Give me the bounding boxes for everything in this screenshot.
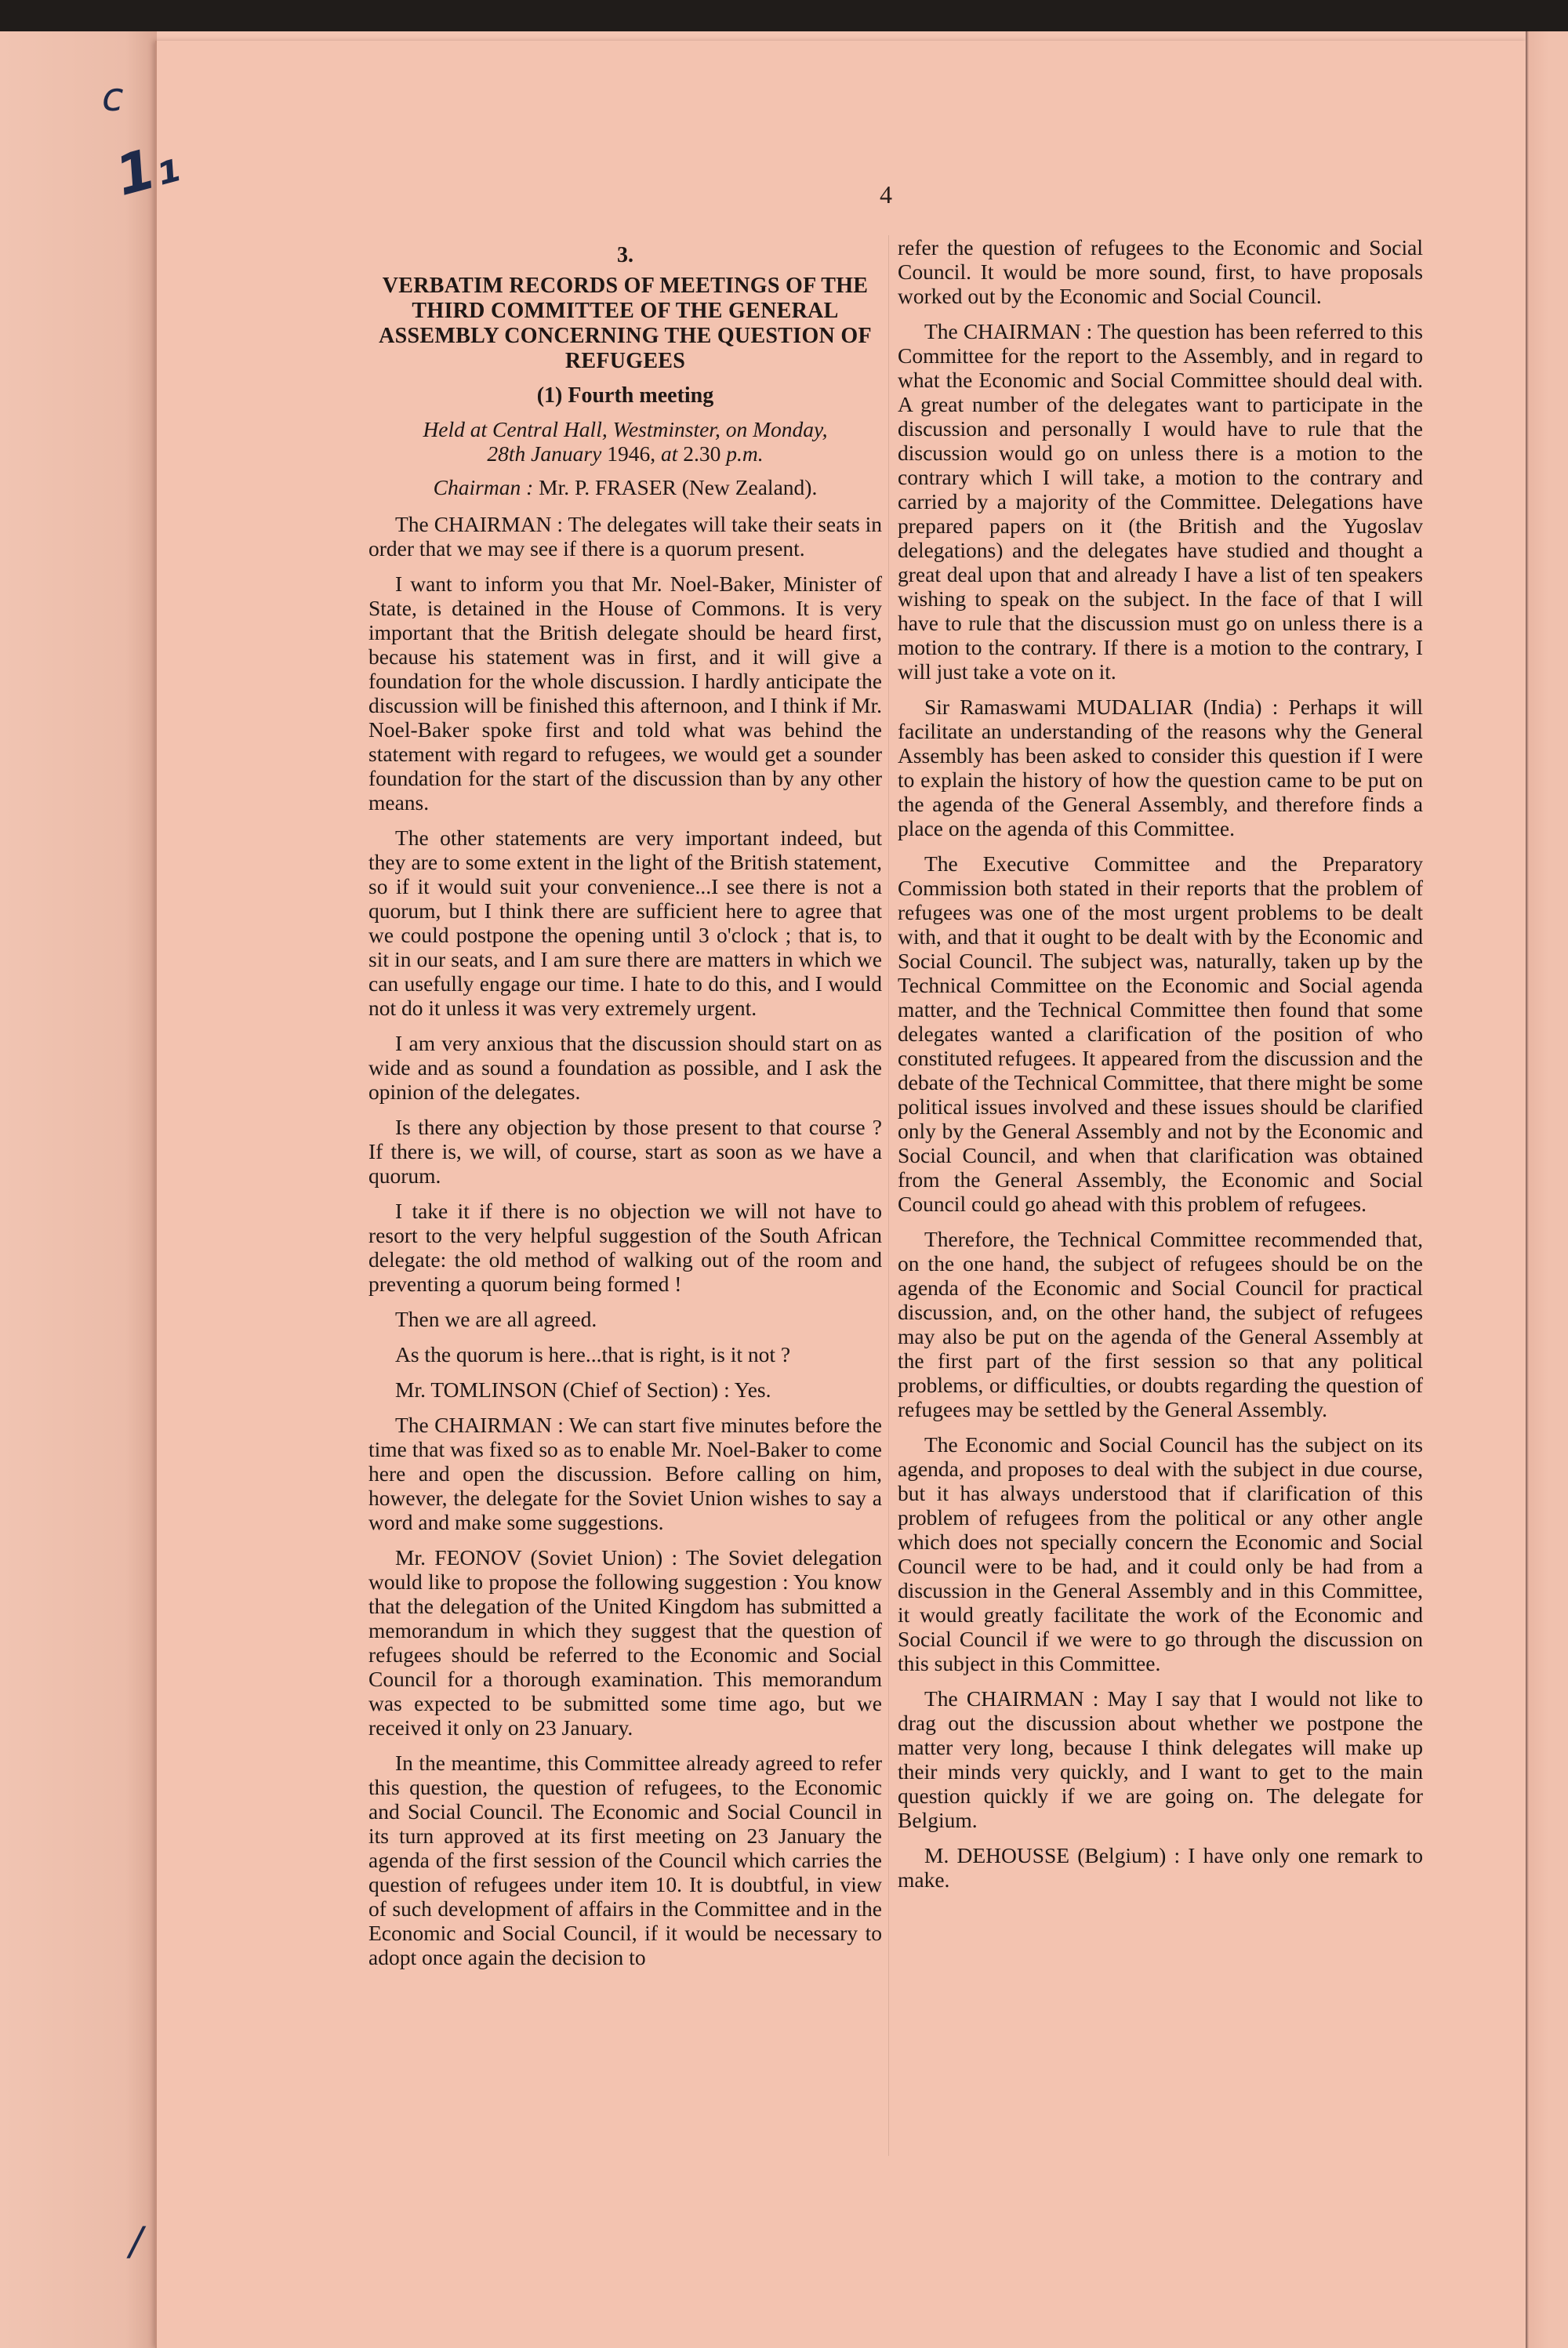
handwritten-margin-mark: /	[129, 2219, 143, 2264]
paragraph: The CHAIRMAN : We can start five minutes before the time that was fixed so as to enable Mr. Noel-Baker to come here and open the discussion. Before calling on him, however, the delegate for the Soviet Union wishes to say a word and make some suggestions.	[368, 1413, 882, 1534]
handwritten-margin-number: 1₁	[108, 130, 186, 209]
paragraph: Then we are all agreed.	[395, 1307, 597, 1331]
heading-line: THIRD COMMITTEE OF THE GENERAL	[412, 299, 839, 323]
section-number: 3.	[617, 243, 633, 267]
held-time: 2.30	[683, 441, 721, 466]
paragraph: Mr. FEONOV (Soviet Union) : The Soviet delegation would like to propose the following suggestion : You know that the delegation of the United Kingdom has submitted a memorandum in which they suggest that the question of refugees should be referred to the Economic and Social Council for a thorough examination. This memorandum was expected to be submitted some time ago, but we received it only on 23 January.	[368, 1545, 882, 1740]
section-heading	[368, 274, 882, 374]
paragraph-continuation: refer the question of refugees to the Economic and Social Council. It would be more sound, first, to have proposals worked out by the Economic and Social Council.	[898, 235, 1423, 308]
chairman-name: Mr. P. FRASER (New Zealand).	[539, 475, 818, 499]
held-pm: p.m.	[726, 441, 764, 466]
paragraph: The CHAIRMAN : The question has been referred to this Committee for the report to the Assembly, and in regard to what the Economic and Social Committee should deal with. A great number of the delegates want to participate in the discussion and personally I would have to rule that the discussion would go on unless there is a motion to the contrary which I will take, a motion to the contrary and carried by a majority of the Committee. Delegations have prepared papers on it (the British and the Yugoslav delegations) and the delegates have studied and thought a great deal upon that and already I have a list of ten speakers wishing to speak on the subject. In the face of that I will have to rule that the discussion must go on unless there is a motion to the contrary. If there is a motion to the contrary, I will just take a vote on it.	[898, 319, 1423, 684]
paragraph: The other statements are very important indeed, but they are to some extent in the light of the British statement, so if it would suit your convenience...I see there is not a quorum, but I think there are sufficient here to agree that we could postpone the opening until 3 o'clock ; that is, to sit in our seats, and I am sure there are matters in which we can usefully engage our time. I hate to do this, and I would not do it unless it was very extremely urgent.	[368, 826, 882, 1020]
meeting-venue-date	[368, 417, 882, 466]
held-at: at	[660, 441, 678, 466]
paragraph: In the meantime, this Committee already agreed to refer this question, the question of refugees, to the Economic and Social Council. The Economic and Social Council in its turn approved at its first meeting on 23 January the agenda of the first session of the Council which carries the question of refugees under item 10. It is doubtful, in view of such development of affairs in the Committee and in the Economic and Social Council, if it would be necessary to adopt once again the decision to	[368, 1751, 882, 1969]
held-year: 1946,	[607, 441, 656, 466]
paragraph: The Executive Committee and the Preparatory Commission both stated in their reports that the problem of refugees was one of the most urgent problems to be dealt with, and that it ought to be dealt with by the Economic and Social Council. The subject was, naturally, taken up by the Technical Committee on the Economic and Social agenda matter, and the Technical Committee then found that some delegates wanted a clarification of the position of who constituted refugees. It appeared from the discussion and the debate of the Technical Committee, that there might be some political issues involved and these issues should be clarified only by the General Assembly and not by the Economic and Social Council, and when that clarification was obtained from the General Assembly, the Economic and Social Council could go ahead with this problem of refugees.	[898, 851, 1423, 1216]
paragraph: I want to inform you that Mr. Noel-Baker, Minister of State, is detained in the House of Commons. It is very important that the British delegate should be heard first, because his statement was in first, and it will give a foundation for the whole discussion. I hardly anticipate the discussion will be finished this afternoon, and I think if Mr. Noel-Baker spoke first and told what was behind the statement with regard to refugees, we would get a sounder foundation for the start of the discussion than by any other means.	[368, 572, 882, 815]
chairman-line	[368, 475, 882, 499]
column-gutter	[888, 235, 889, 2156]
held-date: 28th January	[487, 441, 602, 466]
held-prefix: Held at Central Hall, Westminster, on Monday,	[423, 417, 828, 441]
meeting-subheading: (1) Fourth meeting	[536, 383, 714, 408]
paragraph: Is there any objection by those present to that course ? If there is, we will, of course, start as soon as we have a quorum.	[368, 1115, 882, 1188]
paragraph: As the quorum is here...that is right, is it not ?	[395, 1342, 791, 1366]
paragraph: The Economic and Social Council has the subject on its agenda, and proposes to deal with the subject in due course, but it has always understood that if clarification of this problem of refugees from the political or any other angle which does not specially concern the Economic and Social Council were to be had, and it could only be had from a discussion in the General Assembly and in this Committee, it would greatly facilitate the work of the Economic and Social Council if we were to go through the discussion on this subject in this Committee.	[898, 1432, 1423, 1675]
left-column	[368, 235, 882, 1980]
underlying-page-strip	[0, 31, 157, 2348]
heading-line: ASSEMBLY CONCERNING THE QUESTION OF	[379, 324, 872, 348]
page-number: 4	[880, 180, 892, 209]
paragraph: M. DEHOUSSE (Belgium) : I have only one remark to make.	[898, 1843, 1423, 1892]
heading-line: VERBATIM RECORDS OF MEETINGS OF THE	[382, 274, 869, 298]
chairman-label: Chairman :	[433, 475, 534, 499]
paragraph: Mr. TOMLINSON (Chief of Section) : Yes.	[395, 1377, 771, 1402]
handwritten-margin-letter: c	[102, 74, 124, 120]
page-right-edge	[1526, 31, 1568, 2348]
heading-line: REFUGEES	[564, 349, 686, 373]
paragraph: I am very anxious that the discussion should start on as wide and as sound a foundation as possible, and I ask the opinion of the delegates.	[368, 1031, 882, 1104]
paragraph: Therefore, the Technical Committee recommended that, on the one hand, the subject of refugees should be on the agenda of the Economic and Social Council for practical discussion, and, on the other hand, the subject of refugees may also be put on the agenda of the General Assembly at the first part of the first session so that any political problems, or difficulties, or doubts regarding the question of refugees may be settled by the General Assembly.	[898, 1227, 1423, 1421]
paragraph: I take it if there is no objection we will not have to resort to the very helpful suggestion of the South African delegate: the old method of walking out of the room and preventing a quorum being formed !	[368, 1199, 882, 1296]
paragraph: The CHAIRMAN : May I say that I would not like to drag out the discussion about whether we postpone the matter very long, because I think delegates will make up their minds very quickly, and I want to get to the main question quickly if we are going on. The delegate for Belgium.	[898, 1686, 1423, 1832]
paragraph: The CHAIRMAN : The delegates will take their seats in order that we may see if there is a quorum present.	[368, 512, 882, 561]
right-column	[898, 235, 1423, 1903]
paragraph: Sir Ramaswami MUDALIAR (India) : Perhaps it will facilitate an understanding of the reasons why the General Assembly has been asked to consider this question if I were to explain the history of how the question came to be put on the agenda of the General Assembly, and therefore finds a place on the agenda of this Committee.	[898, 695, 1423, 840]
